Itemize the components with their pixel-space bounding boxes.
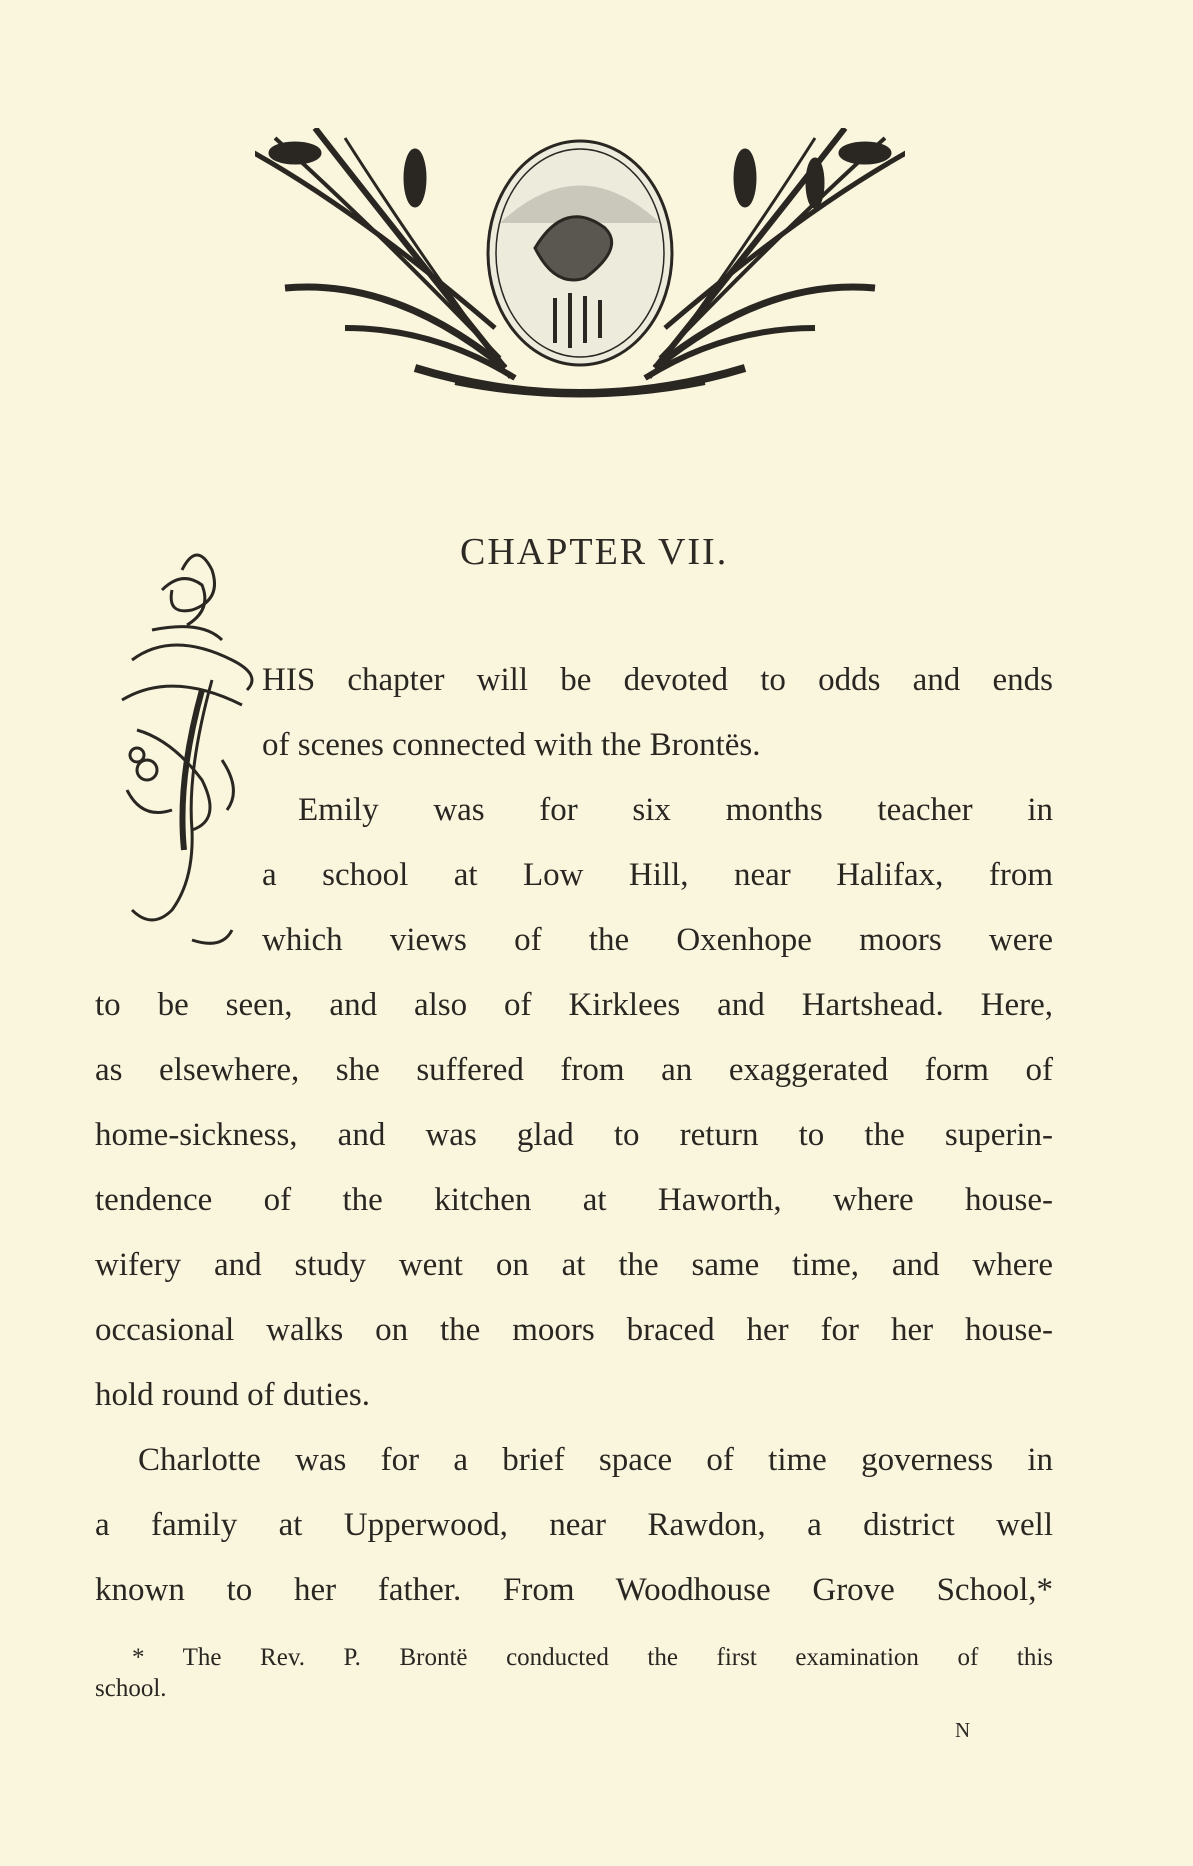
- body-line: Charlotte was for a brief space of time governess in: [138, 1442, 1053, 1478]
- signature-mark: N: [955, 1718, 971, 1742]
- body-line: hold round of duties.: [95, 1377, 370, 1413]
- body-line: home-sickness, and was glad to return to the superin-: [95, 1117, 1053, 1153]
- body-line: a family at Upperwood, near Rawdon, a district well: [95, 1507, 1053, 1543]
- body-line: HIS chapter will be devoted to odds and ends: [262, 662, 1053, 698]
- body-line: occasional walks on the moors braced her for her house-: [95, 1312, 1053, 1348]
- footnote-line: * The Rev. P. Brontë conducted the first examination of this: [132, 1644, 1053, 1671]
- body-line: a school at Low Hill, near Halifax, from: [262, 857, 1053, 893]
- ornamental-initial-t: [112, 530, 262, 950]
- chapter-title: CHAPTER VII.: [460, 531, 729, 573]
- body-line: which views of the Oxenhope moors were: [262, 922, 1053, 958]
- body-line: to be seen, and also of Kirklees and Hartshead. Here,: [95, 987, 1053, 1023]
- headpiece-vignette: [255, 128, 905, 398]
- body-line: wifery and study went on at the same time, and where: [95, 1247, 1053, 1283]
- body-line: known to her father. From Woodhouse Grove School,*: [95, 1572, 1053, 1608]
- body-line: as elsewhere, she suffered from an exaggerated form of: [95, 1052, 1053, 1088]
- body-line: tendence of the kitchen at Haworth, where house-: [95, 1182, 1053, 1218]
- footnote-line: school.: [95, 1675, 167, 1702]
- body-line: of scenes connected with the Brontës.: [262, 727, 761, 763]
- body-line: Emily was for six months teacher in: [298, 792, 1053, 828]
